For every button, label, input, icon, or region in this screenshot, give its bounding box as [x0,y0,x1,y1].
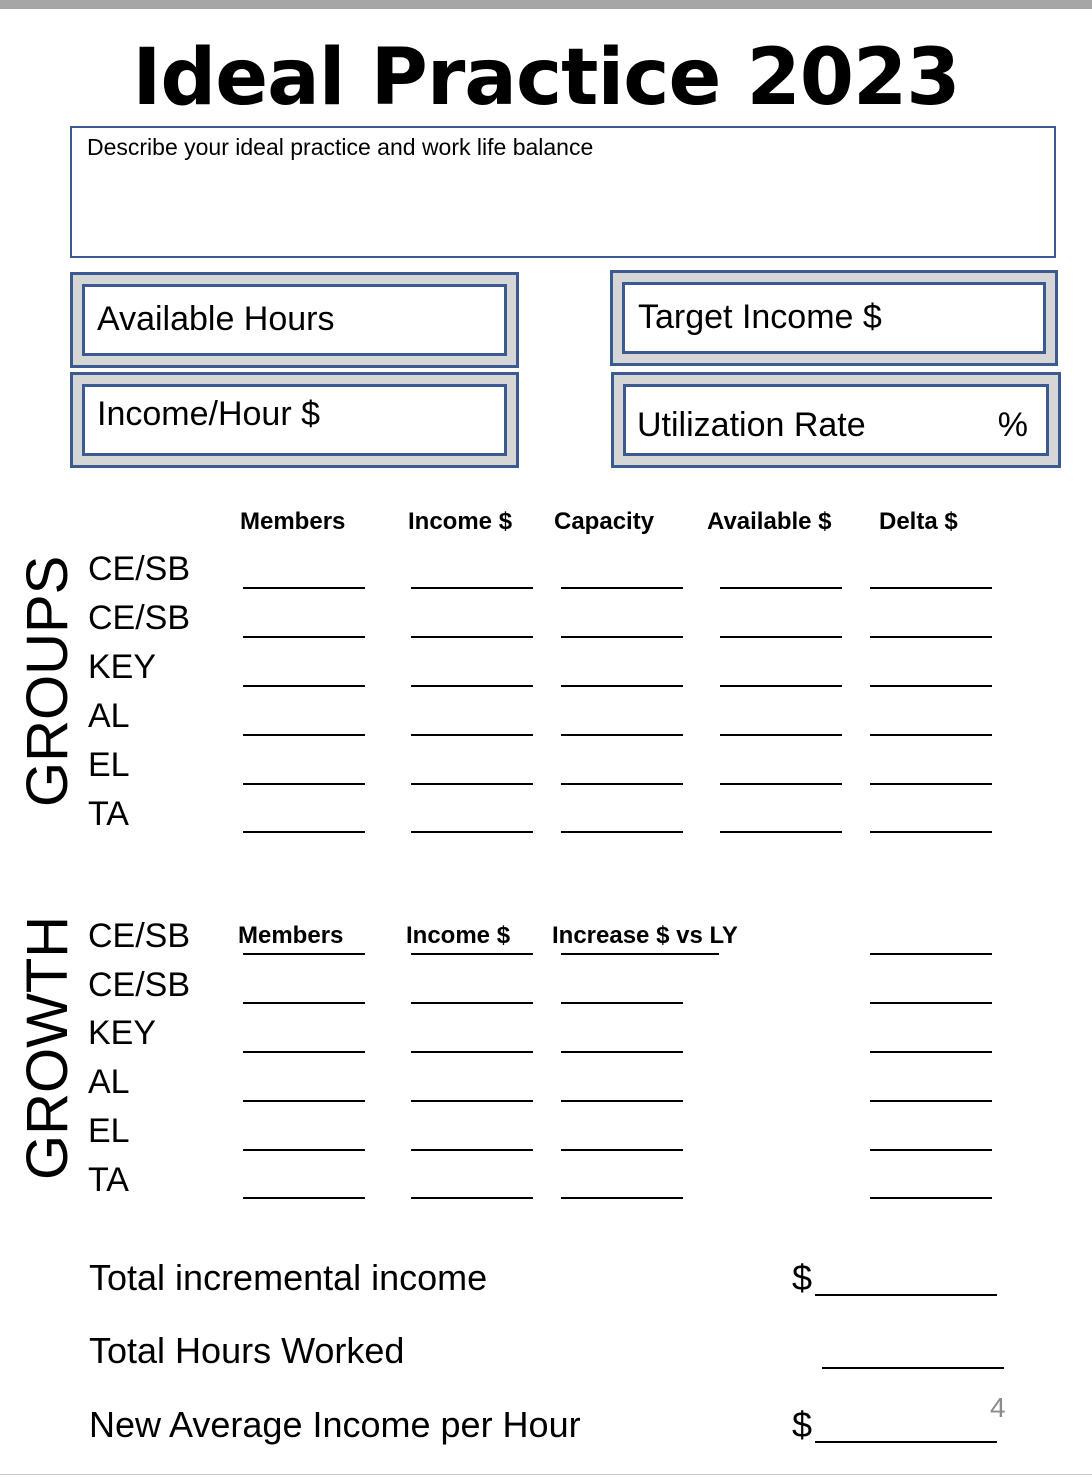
utilization-rate-box[interactable] [611,372,1061,468]
growth-blank[interactable] [411,1051,533,1053]
groups-blank[interactable] [561,685,683,687]
growth-blank[interactable] [411,1002,533,1004]
growth-blank[interactable] [243,1197,365,1199]
growth-row-label: CE/SB [88,966,191,1004]
growth-blank[interactable] [243,1100,365,1102]
groups-blank[interactable] [243,734,365,736]
groups-blank[interactable] [243,685,365,687]
groups-blank[interactable] [720,587,842,589]
groups-header-income: Income $ [408,508,513,535]
groups-header-members: Members [240,508,346,535]
growth-header-underline [411,953,533,955]
groups-blank[interactable] [411,831,533,833]
bottom-border [0,1474,1092,1475]
available-hours-box[interactable] [70,272,519,368]
groups-blank[interactable] [870,636,992,638]
total-incremental-blank[interactable] [815,1294,997,1296]
groups-blank[interactable] [411,685,533,687]
groups-blank[interactable] [561,636,683,638]
groups-blank[interactable] [720,831,842,833]
groups-blank[interactable] [411,587,533,589]
groups-blank[interactable] [243,587,365,589]
groups-blank[interactable] [720,685,842,687]
total-incremental-label: Total incremental income [89,1257,488,1298]
percent-sign: % [997,406,1028,444]
growth-header-underline [243,953,365,955]
target-income-field [622,282,1046,354]
groups-blank[interactable] [561,783,683,785]
total-hours-blank[interactable] [822,1367,1004,1369]
target-income-label: Target Income $ [638,298,882,336]
growth-blank[interactable] [243,1002,365,1004]
page-title: Ideal Practice 2023 [132,33,960,123]
groups-blank[interactable] [870,587,992,589]
growth-blank[interactable] [870,1149,992,1151]
growth-header-income: Income $ [406,922,511,949]
groups-blank[interactable] [870,685,992,687]
growth-header-members: Members [238,922,344,949]
groups-blank[interactable] [870,831,992,833]
utilization-rate-field [623,384,1049,456]
growth-blank[interactable] [870,1100,992,1102]
groups-blank[interactable] [243,831,365,833]
groups-blank[interactable] [870,734,992,736]
groups-side-label: GROUPS [15,555,80,807]
growth-blank[interactable] [411,1197,533,1199]
growth-row-label: CE/SB [88,917,191,955]
groups-blank[interactable] [561,831,683,833]
currency-sign: $ [792,1404,813,1445]
growth-row-label: KEY [88,1014,157,1052]
top-border [0,0,1092,9]
groups-header-available: Available $ [707,508,832,535]
income-hour-label: Income/Hour $ [97,395,320,433]
new-average-label: New Average Income per Hour [89,1404,581,1445]
groups-blank[interactable] [411,636,533,638]
growth-header-underline [561,953,719,955]
groups-row-label: KEY [88,648,157,686]
groups-header-capacity: Capacity [554,508,655,535]
growth-blank[interactable] [870,953,992,955]
groups-blank[interactable] [720,636,842,638]
available-hours-label: Available Hours [97,300,335,338]
income-hour-field [82,384,507,456]
growth-blank[interactable] [561,1100,683,1102]
growth-blank[interactable] [411,1149,533,1151]
groups-row-label: EL [88,746,130,784]
groups-header-delta: Delta $ [879,508,958,535]
utilization-rate-label: Utilization Rate [637,406,866,444]
page-number: 4 [990,1392,1006,1423]
growth-blank[interactable] [870,1197,992,1199]
groups-blank[interactable] [561,587,683,589]
available-hours-field [82,284,507,356]
groups-blank[interactable] [720,734,842,736]
growth-blank[interactable] [243,1149,365,1151]
growth-side-label: GROWTH [15,915,80,1180]
groups-row-label: CE/SB [88,599,191,637]
groups-blank[interactable] [870,783,992,785]
growth-header-increase: Increase $ vs LY [552,922,738,949]
growth-blank[interactable] [870,1002,992,1004]
growth-blank[interactable] [561,1197,683,1199]
groups-blank[interactable] [243,783,365,785]
growth-blank[interactable] [561,1002,683,1004]
new-average-blank[interactable] [815,1441,997,1443]
growth-blank[interactable] [243,1051,365,1053]
groups-blank[interactable] [411,734,533,736]
currency-sign: $ [792,1257,813,1298]
growth-blank[interactable] [561,1149,683,1151]
growth-row-label: AL [88,1063,130,1101]
groups-row-label: CE/SB [88,550,191,588]
growth-blank[interactable] [411,1100,533,1102]
growth-row-label: EL [88,1112,130,1150]
growth-blank[interactable] [870,1051,992,1053]
groups-blank[interactable] [720,783,842,785]
describe-box[interactable] [70,126,1056,258]
groups-blank[interactable] [243,636,365,638]
describe-label: Describe your ideal practice and work life balance [87,134,594,160]
groups-row-label: AL [88,697,130,735]
groups-blank[interactable] [411,783,533,785]
groups-blank[interactable] [561,734,683,736]
growth-blank[interactable] [561,1051,683,1053]
income-hour-box[interactable] [70,372,519,468]
groups-row-label: TA [88,795,129,833]
total-hours-label: Total Hours Worked [89,1330,405,1371]
target-income-box[interactable] [610,270,1058,366]
growth-row-label: TA [88,1161,129,1199]
